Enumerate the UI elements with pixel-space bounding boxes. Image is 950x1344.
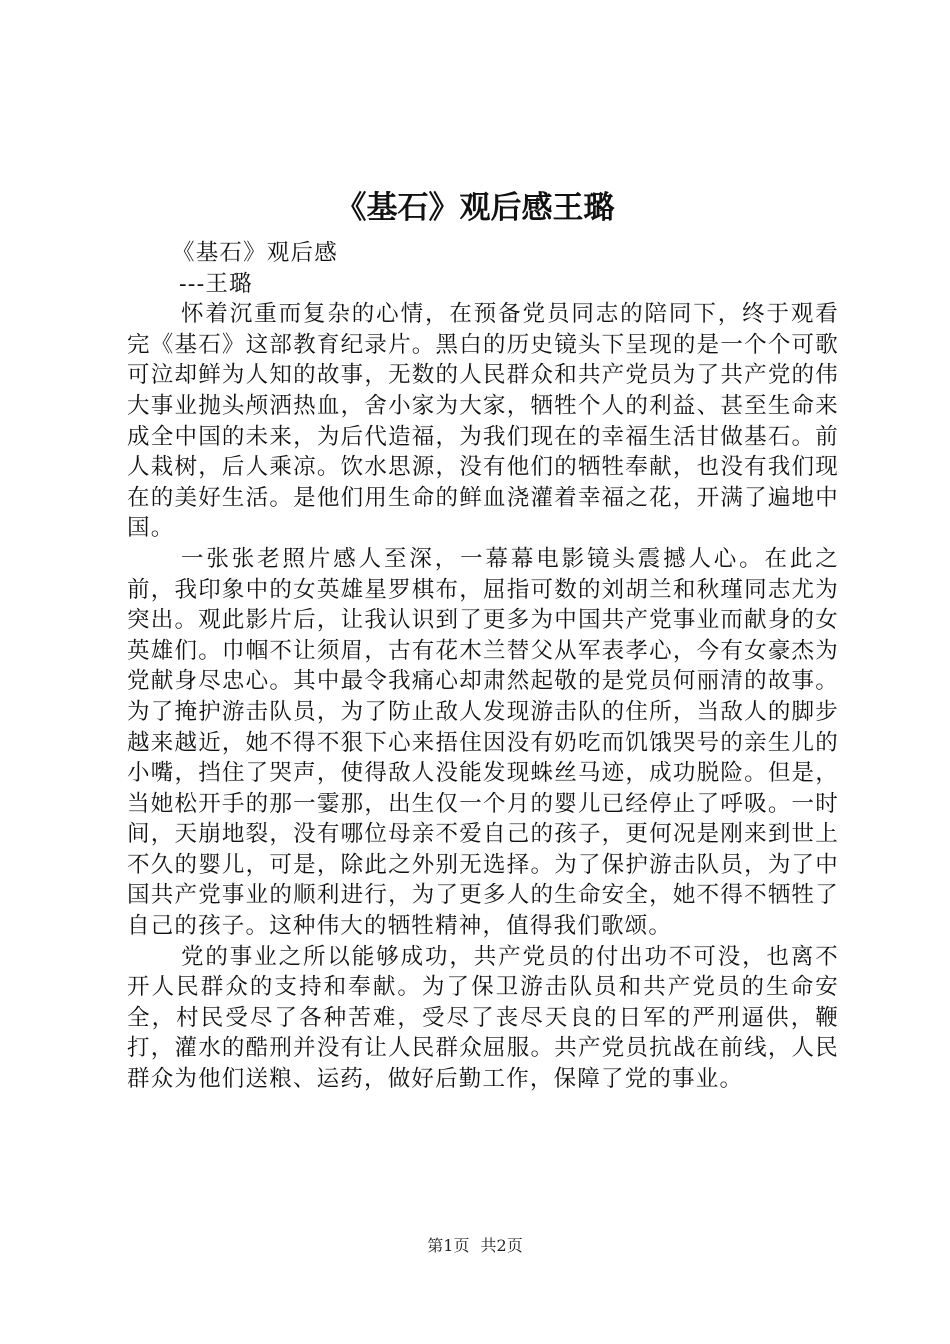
page-number: 第1页 xyxy=(427,1236,470,1255)
page-total: 共2页 xyxy=(480,1236,523,1255)
paragraph-2: 一张张老照片感人至深，一幕幕电影镜头震撼人心。在此之前，我印象中的女英雄星罗棋布，屈指可数的刘胡兰和秋瑾同志尤为突出。观此影片后，让我认识到了更多为中国共产党事业而献身的女英雄们。巾帼不让须眉，古有花木兰替父从军表孝心，今有女豪杰为党献身尽忠心。其中最令我痛心却肃然起敬的是党员何丽清的故事。为了掩护游击队员，为了防止敌人发现游击队的住所，当敌人的脚步越来越近，她不得不狠下心来捂住因没有奶吃而饥饿哭号的亲生儿的小嘴，挡住了哭声，使得敌人没能发现蛛丝马迹，成功脱险。但是，当她松开手的那一霎那，出生仅一个月的婴儿已经停止了呼吸。一时间，天崩地裂，没有哪位母亲不爱自己的孩子，更何况是刚来到世上不久的婴儿，可是，除此之外别无选择。为了保护游击队员，为了中国共产党事业的顺利进行，为了更多人的生命安全，她不得不牺牲了自己的孩子。这种伟大的牺牲精神，值得我们歌颂。 xyxy=(127,545,839,940)
document-title: 《基石》观后感王璐 xyxy=(335,190,615,226)
document-body xyxy=(127,238,839,1095)
paragraph-1: 怀着沉重而复杂的心情，在预备党员同志的陪同下，终于观看完《基石》这部教育纪录片。黑白的历史镜头下呈现的是一个个可歌可泣却鲜为人知的故事，无数的人民群众和共产党员为了共产党的伟大事业抛头颅洒热血，舍小家为大家，牺牲个人的利益、甚至生命来成全中国的未来，为后代造福，为我们现在的幸福生活甘做基石。前人栽树，后人乘凉。饮水思源，没有他们的牺牲奉献，也没有我们现在的美好生活。是他们用生命的鲜血浇灌着幸福之花，开满了遍地中国。 xyxy=(127,301,839,542)
page-footer xyxy=(0,1236,950,1256)
essay-subtitle: 《基石》观后感 xyxy=(172,240,338,266)
essay-author: ---王璐 xyxy=(179,270,253,297)
paragraph-3: 党的事业之所以能够成功，共产党员的付出功不可没，也离不开人民群众的支持和奉献。为了保卫游击队员和共产党员的生命安全，村民受尽了各种苦难，受尽了丧尽天良的日军的严刑逼供，鞭打，灌水的酷刑并没有让人民群众屈服。共产党员抗战在前线，人民群众为他们送粮、运药，做好后勤工作，保障了党的事业。 xyxy=(127,943,839,1093)
